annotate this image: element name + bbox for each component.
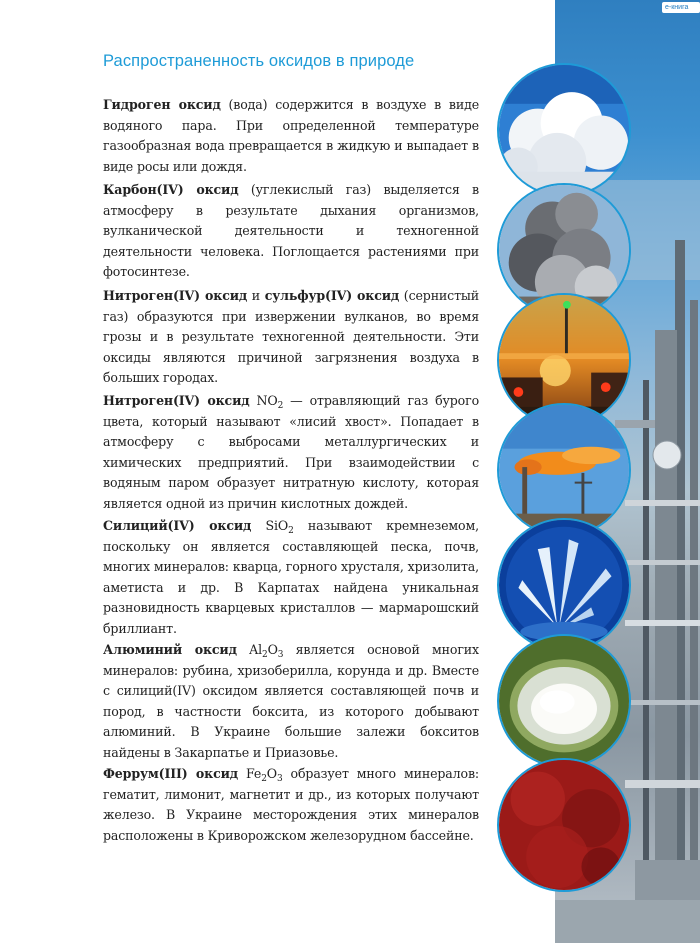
paragraph-silicon-dioxide: Силиций(IV) оксид SiO$_2$ называют кремнеземом, поскольку он является составляющей песка, почв, многих минералов: кварца, горного хрусталя, хризолита, аметиста и др. В Карпатах найдена уникальная разновидность кварцевых кристаллов — мармарошский бриллиант. <box>103 518 479 636</box>
quartz-crystals-photo <box>497 518 631 652</box>
paragraph-carbon-dioxide: Карбон(IV) оксид (углекислый газ) выделяется в атмосферу в результате дыхания организмов, вулканической деятельности и техногенной деятельности человека. Поглощается растениями при фотосинтезе. <box>103 182 479 280</box>
aluminium-oxide-powder-photo <box>497 634 631 768</box>
clouds-photo <box>497 63 631 197</box>
ebook-logo: e-книга <box>662 2 700 13</box>
paragraph-water: Гидроген оксид (вода) содержится в воздухе в виде водяного пара. При определенной температуре газообразная вода превращается в жидкую и выпадает в виде росы или дождя. <box>103 97 480 174</box>
paragraph-nitrogen-sulfur: Нитроген(IV) оксид и сульфур(IV) оксид (сернистый газ) образуются при извержении вулканов, во время грозы и в результате техногенной деятельности. Эти оксиды являются причиной загрязнения воздуха в больших городах. <box>103 288 480 386</box>
paragraph-aluminium-oxide: Алюминий оксид $Al_2O_3$ является основой многих минералов: рубина, хризоберилла, корунда и др. Вместе с силиций(IV) оксидом является составляющей почв и пород, в частности боксита, из которого добывают алюминий. В Украине большие залежи бокситов найдены в Закарпатье и Приазовье. <box>103 642 479 760</box>
paragraph-nitrogen-dioxide: Нитроген(IV) оксид $NO_2$ — отравляющий газ бурого цвета, который называют «лисий хвост». Попадает в атмосферу с выбросами металлургических и химических предприятий. При взаимодействии с водяным паром образует нитратную кислоту, которая является одной из причин кислотных дождей. <box>103 393 479 511</box>
page-title: Распространенность оксидов в природе <box>103 52 415 70</box>
paragraph-iron-oxide: Феррум(III) оксид $Fe_2O_3$ образует много минералов: гематит, лимонит, магнетит и др., из которых получают железо. В Украине месторождения этих минералов расположены в Криворожском железорудном бассейне. <box>103 766 479 843</box>
orange-gas-emission-photo <box>497 403 631 537</box>
iron-oxide-powder-photo <box>497 758 631 892</box>
